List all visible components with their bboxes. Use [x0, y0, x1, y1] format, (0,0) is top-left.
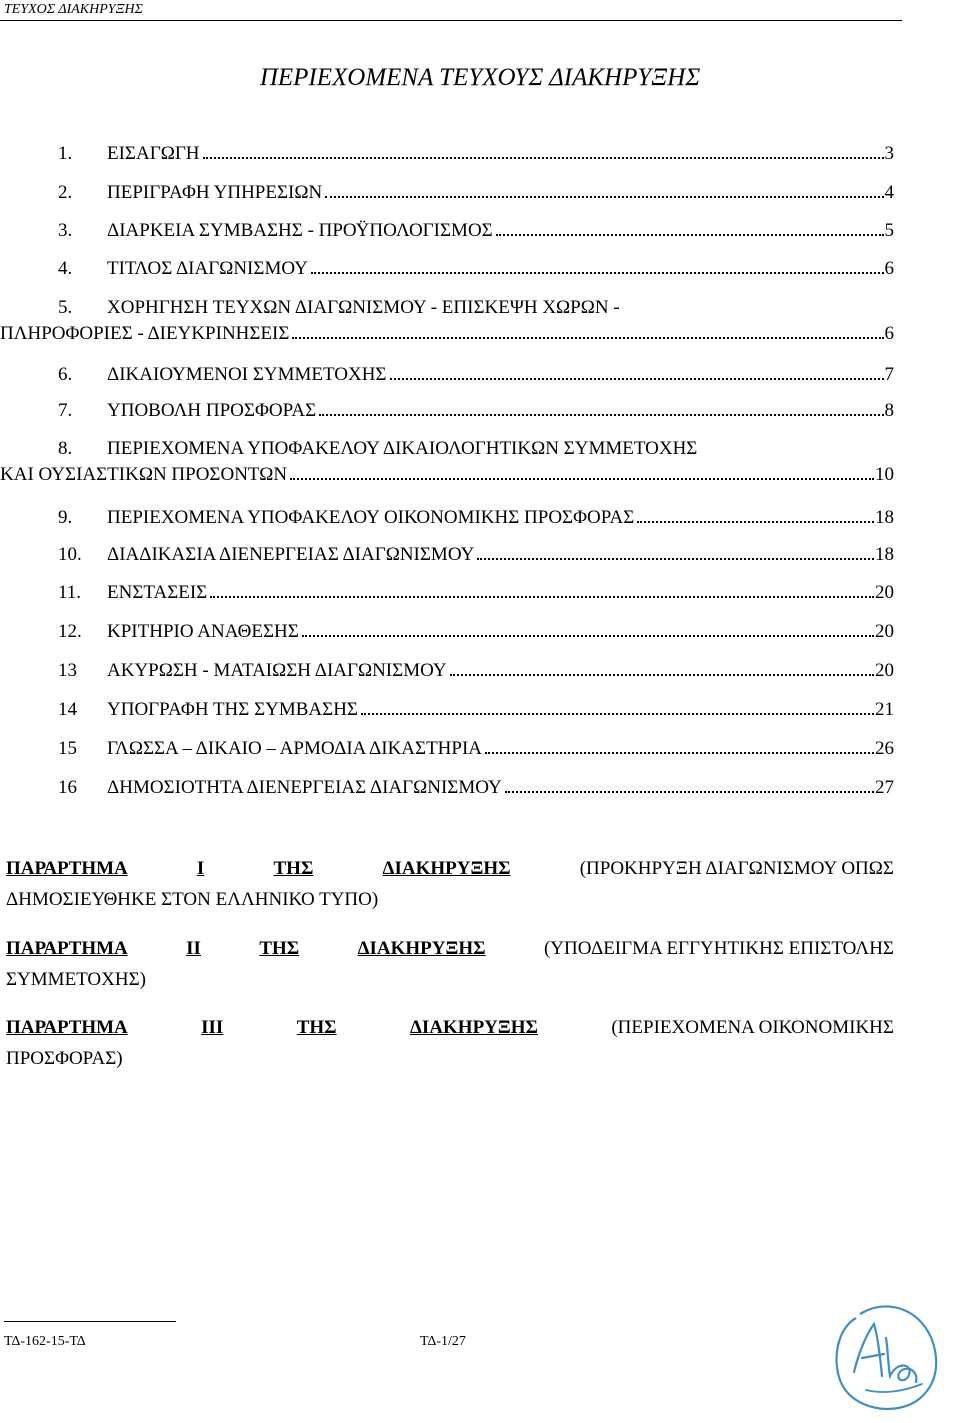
header-rule — [0, 20, 902, 21]
toc-entry — [58, 256, 894, 282]
toc-number: 4. — [58, 258, 73, 279]
running-header: ΤΕΥΧΟΣ ΔΙΑΚΗΡΥΞΗΣ — [4, 2, 143, 17]
footer-page-number: ΤΔ-1/27 — [420, 1334, 466, 1349]
toc-number: 11. — [58, 582, 82, 603]
toc-page: 8 — [884, 400, 894, 421]
dot-leader — [292, 337, 883, 339]
dot-leader — [450, 674, 874, 676]
dot-leader — [325, 196, 883, 198]
toc-page: 5 — [884, 220, 894, 241]
toc-page: 26 — [875, 738, 894, 759]
page-title: ΠΕΡΙΕΧΟΜΕΝΑ ΤΕΥΧΟΥΣ ΔΙΑΚΗΡΥΞΗΣ — [259, 64, 701, 91]
annex-label-word: ΔΙΑΚΗΡΥΞΗΣ — [357, 938, 486, 959]
toc-title: ΔΙΑΡΚΕΙΑ ΣΥΜΒΑΣΗΣ - ΠΡΟΫΠΟΛΟΓΙΣΜΟΣ — [107, 220, 493, 241]
signature-stamp-icon — [826, 1298, 944, 1416]
toc-title: ΤΙΤΛΟΣ ΔΙΑΓΩΝΙΣΜΟΥ — [107, 258, 308, 279]
toc-title: ΔΗΜΟΣΙΟΤΗΤΑ ΔΙΕΝΕΡΓΕΙΑΣ ΔΙΑΓΩΝΙΣΜΟΥ — [107, 777, 502, 798]
toc-page: 3 — [884, 143, 894, 164]
dot-leader — [210, 596, 874, 598]
annex-label-word: ΙΙ — [186, 938, 201, 959]
annex-label-word: ΤΗΣ — [296, 1017, 337, 1038]
annex-description-continued: ΣΥΜΜΕΤΟΧΗΣ) — [6, 969, 146, 990]
toc-entry — [58, 362, 894, 388]
toc-entry — [58, 180, 894, 206]
toc-number: 10. — [58, 544, 82, 565]
toc-title: ΔΙΚΑΙΟΥΜΕΝΟΙ ΣΥΜΜΕΤΟΧΗΣ — [107, 364, 387, 385]
toc-title: ΔΙΑΔΙΚΑΣΙΑ ΔΙΕΝΕΡΓΕΙΑΣ ΔΙΑΓΩΝΙΣΜΟΥ — [107, 544, 475, 565]
dot-leader — [290, 478, 874, 480]
toc-page: 20 — [875, 660, 894, 681]
toc-page: 20 — [875, 582, 894, 603]
annex-label-word: ΠΑΡΑΡΤΗΜΑ — [6, 858, 128, 879]
toc-number: 14 — [58, 699, 77, 720]
toc-title-continued: ΚΑΙ ΟΥΣΙΑΣΤΙΚΩΝ ΠΡΟΣΟΝΤΩΝ — [0, 464, 288, 485]
dot-leader — [319, 414, 883, 416]
toc-number: 13 — [58, 660, 77, 681]
dot-leader — [390, 378, 884, 380]
dot-leader — [203, 157, 884, 159]
toc-number: 12. — [58, 621, 82, 642]
toc-title: ΥΠΟΒΟΛΗ ΠΡΟΣΦΟΡΑΣ — [107, 400, 317, 421]
toc-title: ΓΛΩΣΣΑ – ΔΙΚΑΙΟ – ΑΡΜΟΔΙΑ ΔΙΚΑΣΤΗΡΙΑ — [107, 738, 483, 759]
toc-title: ΧΟΡΗΓΗΣΗ ΤΕΥΧΩΝ ΔΙΑΓΩΝΙΣΜΟΥ - ΕΠΙΣΚΕΨΗ ΧΩΡΩΝ - — [107, 297, 620, 318]
toc-title: ΠΕΡΙΕΧΟΜΕΝΑ ΥΠΟΦΑΚΕΛΟΥ ΔΙΚΑΙΟΛΟΓΗΤΙΚΩΝ ΣΥΜΜΕΤΟΧΗΣ — [107, 438, 698, 459]
annex-description: (ΠΕΡΙΕΧΟΜΕΝΑ ΟΙΚΟΝΟΜΙΚΗΣ — [611, 1017, 894, 1038]
toc-page: 6 — [884, 323, 894, 344]
annex-description-continued: ΔΗΜΟΣΙΕΥΘΗΚΕ ΣΤΟΝ ΕΛΛΗΝΙΚΟ ΤΥΠΟ) — [6, 889, 379, 910]
toc-number: 9. — [58, 507, 73, 528]
toc-page: 10 — [875, 464, 894, 485]
toc-title: ΑΚΥΡΩΣΗ - ΜΑΤΑΙΩΣΗ ΔΙΑΓΩΝΙΣΜΟΥ — [107, 660, 447, 681]
dot-leader — [477, 558, 874, 560]
annex-entry — [6, 1012, 894, 1074]
toc-entry — [58, 398, 894, 424]
toc-number: 15 — [58, 738, 77, 759]
toc-entry — [58, 218, 894, 244]
annex-description: (ΥΠΟΔΕΙΓΜΑ ΕΓΓΥΗΤΙΚΗΣ ΕΠΙΣΤΟΛΗΣ — [543, 938, 894, 959]
toc-entry — [58, 736, 894, 762]
toc-entry — [0, 295, 894, 347]
toc-number: 6. — [58, 364, 73, 385]
dot-leader — [361, 713, 874, 715]
toc-title: ΚΡΙΤΗΡΙΟ ΑΝΑΘΕΣΗΣ — [107, 621, 299, 642]
toc-page: 18 — [875, 544, 894, 565]
toc-entry — [58, 505, 894, 531]
toc-title: ΥΠΟΓΡΑΦΗ ΤΗΣ ΣΥΜΒΑΣΗΣ — [107, 699, 358, 720]
toc-page: 7 — [884, 364, 894, 385]
toc-number: 16 — [58, 777, 77, 798]
toc-entry — [58, 775, 894, 801]
toc-title: ΕΝΣΤΑΣΕΙΣ — [107, 582, 208, 603]
toc-entry — [0, 436, 894, 488]
toc-number: 3. — [58, 220, 73, 241]
toc-page: 6 — [884, 258, 894, 279]
dot-leader — [505, 791, 874, 793]
toc-title-continued: ΠΛΗΡΟΦΟΡΙΕΣ - ΔΙΕΥΚΡΙΝΗΣΕΙΣ — [0, 323, 290, 344]
toc-number: 7. — [58, 400, 73, 421]
toc-entry — [58, 141, 894, 167]
toc-page: 20 — [875, 621, 894, 642]
annex-label-word: Ι — [196, 858, 205, 879]
toc-page: 18 — [875, 507, 894, 528]
dot-leader — [311, 272, 884, 274]
annex-description-continued: ΠΡΟΣΦΟΡΑΣ) — [6, 1048, 123, 1069]
annex-label-word: ΙΙΙ — [201, 1017, 224, 1038]
annex-label-word: ΠΑΡΑΡΤΗΜΑ — [6, 938, 128, 959]
annex-label-word: ΤΗΣ — [259, 938, 300, 959]
annex-label-word: ΤΗΣ — [273, 858, 314, 879]
dot-leader — [496, 234, 884, 236]
toc-number: 1. — [58, 143, 73, 164]
footer-rule — [4, 1321, 176, 1322]
annex-description: (ΠΡΟΚΗΡΥΞΗ ΔΙΑΓΩΝΙΣΜΟΥ ΟΠΩΣ — [579, 858, 894, 879]
annex-label-word: ΠΑΡΑΡΤΗΜΑ — [6, 1017, 128, 1038]
annex-entry — [6, 853, 894, 915]
annex-label-word: ΔΙΑΚΗΡΥΞΗΣ — [409, 1017, 538, 1038]
toc-number: 8. — [58, 438, 73, 459]
toc-entry — [58, 542, 894, 568]
dot-leader — [637, 521, 874, 523]
dot-leader — [485, 752, 874, 754]
toc-title: ΕΙΣΑΓΩΓΗ — [107, 143, 200, 164]
toc-number: 2. — [58, 182, 73, 203]
toc-title: ΠΕΡΙΕΧΟΜΕΝΑ ΥΠΟΦΑΚΕΛΟΥ ΟΙΚΟΝΟΜΙΚΗΣ ΠΡΟΣΦΟΡΑΣ — [107, 507, 635, 528]
toc-entry — [58, 619, 894, 645]
toc-number: 5. — [58, 297, 73, 318]
toc-entry — [58, 580, 894, 606]
toc-entry — [58, 658, 894, 684]
toc-page: 4 — [884, 182, 894, 203]
annex-entry — [6, 933, 894, 995]
toc-entry — [58, 697, 894, 723]
toc-page: 27 — [875, 777, 894, 798]
footer-document-code: ΤΔ-162-15-ΤΔ — [4, 1334, 86, 1349]
dot-leader — [302, 635, 874, 637]
toc-page: 21 — [875, 699, 894, 720]
toc-title: ΠΕΡΙΓΡΑΦΗ ΥΠΗΡΕΣΙΩΝ — [107, 182, 323, 203]
annex-label-word: ΔΙΑΚΗΡΥΞΗΣ — [382, 858, 511, 879]
